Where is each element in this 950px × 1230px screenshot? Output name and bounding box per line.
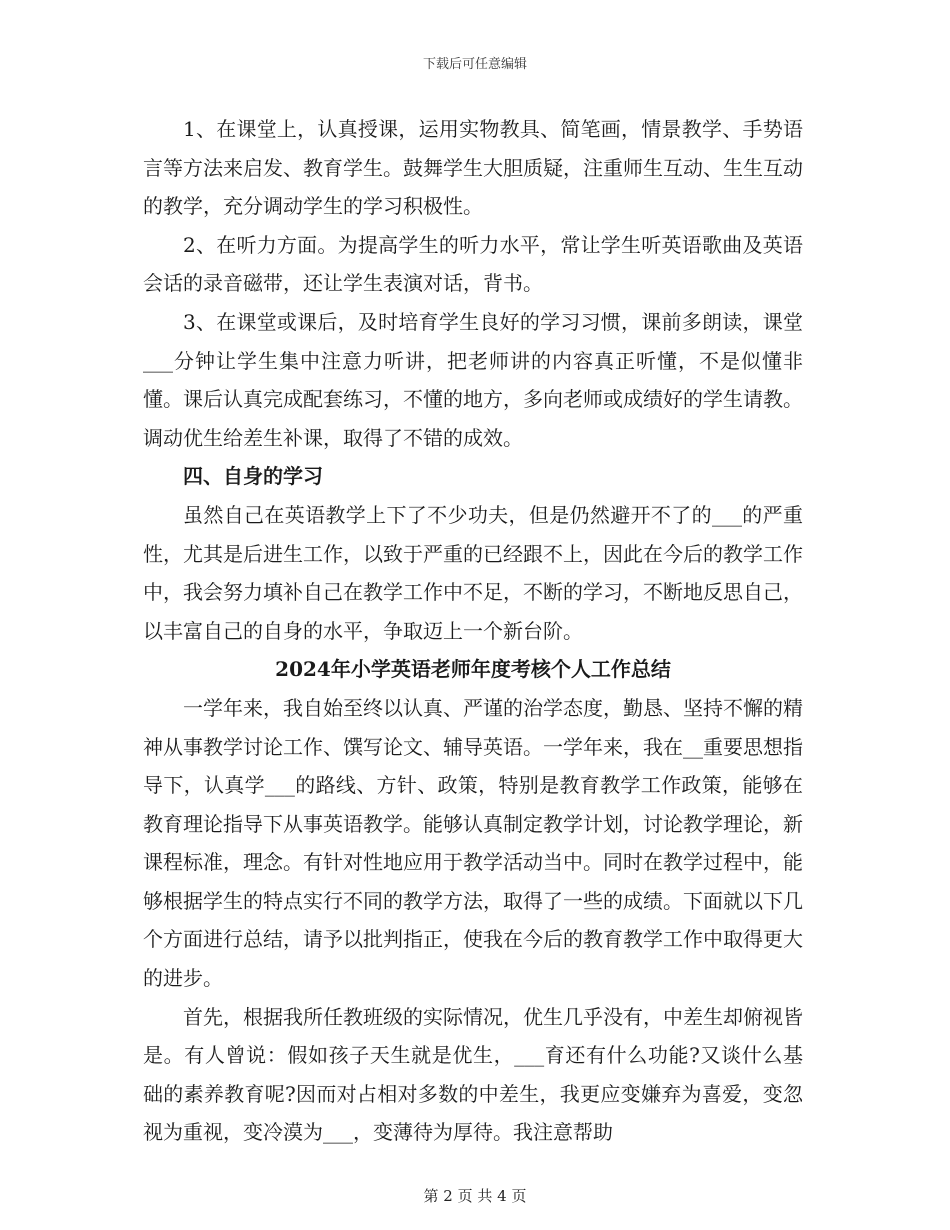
paragraph-3: 3、在课堂或课后，及时培育学生良好的学习习惯，课前多朗读，课堂___分钟让学生集中注意力听讲，把老师讲的内容真正听懂，不是似懂非懂。课后认真完成配套练习，不懂的地方，多向老师或成绩好的学生请教。调动优生给差生补课，取得了不错的成效。 xyxy=(143,309,803,450)
document-body xyxy=(143,110,803,1152)
paragraph-5: 一学年来，我自始至终以认真、严谨的治学态度，勤恳、坚持不懈的精神从事教学讨论工作、馔写论文、辅导英语。一学年来，我在__重要思想指导下，认真学___的路线、方针、政策，特别是教育教学工作政策，能够在教育理论指导下从事英语教学。能够认真制定教学计划，讨论教学理论，新课程标准，理念。有针对性地应用于教学活动当中。同时在教学过程中，能够根据学生的特点实行不同的教学方法，取得了一些的成绩。下面就以下几个方面进行总结，请予以批判指正，使我在今后的教育教学工作中取得更大的进步。 xyxy=(143,695,803,991)
page-footer: 第 2 页 共 4 页 xyxy=(423,1187,527,1205)
paragraph-4: 虽然自己在英语教学上下了不少功夫，但是仍然避开不了的___的严重性，尤其是后进生工作，以致于严重的已经跟不上，因此在今后的教学工作中，我会努力填补自己在教学工作中不足，不断的学习，不断地反思自己，以丰富自己的自身的水平，争取迈上一个新台阶。 xyxy=(143,502,803,643)
section-heading-4: 四、自身的学习 xyxy=(183,464,323,489)
paragraph-2: 2、在听力方面。为提高学生的听力水平，常让学生听英语歌曲及英语会话的录音磁带，还让学生表演对话，背书。 xyxy=(143,232,803,296)
paragraph-6: 首先，根据我所任教班级的实际情况，优生几乎没有，中差生却俯视皆是。有人曾说：假如孩子天生就是优生，___育还有什么功能?又谈什么基础的素养教育呢?因而对占相对多数的中差生，我更应变嫌弃为喜爱，变忽视为重视，变冷漠为___，变薄待为厚待。我注意帮助 xyxy=(143,1004,803,1145)
page-header: 下载后可任意编辑 xyxy=(422,57,527,72)
paragraph-1: 1、在课堂上，认真授课，运用实物教具、简笔画，情景教学、手势语言等方法来启发、教育学生。鼓舞学生大胆质疑，注重师生互动、生生互动的教学，充分调动学生的学习积极性。 xyxy=(143,117,803,219)
document-title: 2024年小学英语老师年度考核个人工作总结 xyxy=(275,657,671,682)
